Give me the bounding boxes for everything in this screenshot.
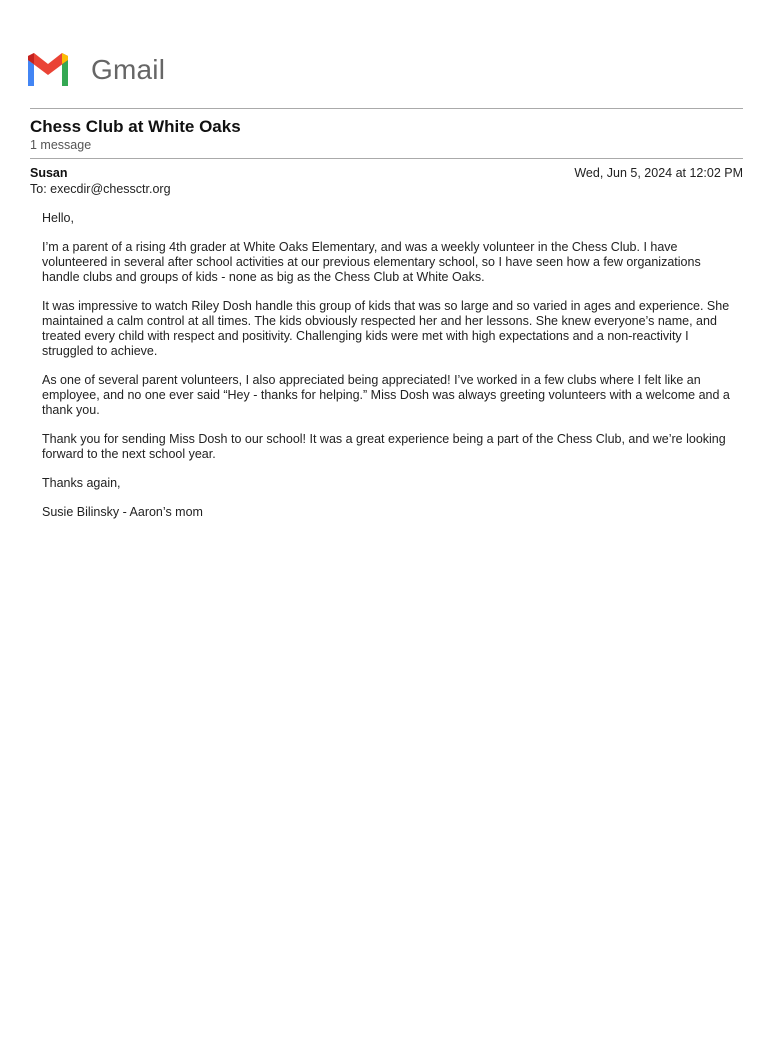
sender-name: Susan <box>30 166 68 180</box>
subject-divider <box>30 158 743 159</box>
message-body <box>42 211 732 534</box>
body-paragraph: It was impressive to watch Riley Dosh handle this group of kids that was so large and so varied in ages and experience. She maintained a calm control at all times. The kids obviously respected her and her lessons. She knew everyone’s name, and treated every child with respect and positivity. Challenging kids were met with high expectations and a non-reactivity I struggled to achieve. <box>42 299 730 358</box>
gmail-logo <box>25 50 165 90</box>
body-paragraph: I’m a parent of a rising 4th grader at White Oaks Elementary, and was a weekly volunteer in the Chess Club. I have volunteered in several after school activities at our previous elementary school, so I have seen how a few organizations handle clubs and groups of kids - none as big as the Chess Club at White Oaks. <box>42 240 701 284</box>
thread-subject: Chess Club at White Oaks <box>30 117 241 136</box>
message-count: 1 message <box>30 138 92 152</box>
body-paragraph: Thank you for sending Miss Dosh to our school! It was a great experience being a part of the Chess Club, and we’re looking forward to the next school year. <box>42 432 726 461</box>
sign-off: Thanks again, <box>42 476 121 490</box>
gmail-m-icon <box>25 52 71 88</box>
signature: Susie Bilinsky - Aaron’s mom <box>42 505 203 519</box>
message-date: Wed, Jun 5, 2024 at 12:02 PM <box>574 166 743 180</box>
recipient-line: To: execdir@chessctr.org <box>30 182 171 196</box>
header-divider <box>30 108 743 109</box>
greeting: Hello, <box>42 211 74 225</box>
gmail-wordmark: Gmail <box>91 54 166 85</box>
body-paragraph: As one of several parent volunteers, I also appreciated being appreciated! I’ve worked in a few clubs where I felt like an employee, and no one ever said “Hey - thanks for helping.” Miss Dosh was always greeting volunteers with a welcome and a thank you. <box>42 373 730 417</box>
